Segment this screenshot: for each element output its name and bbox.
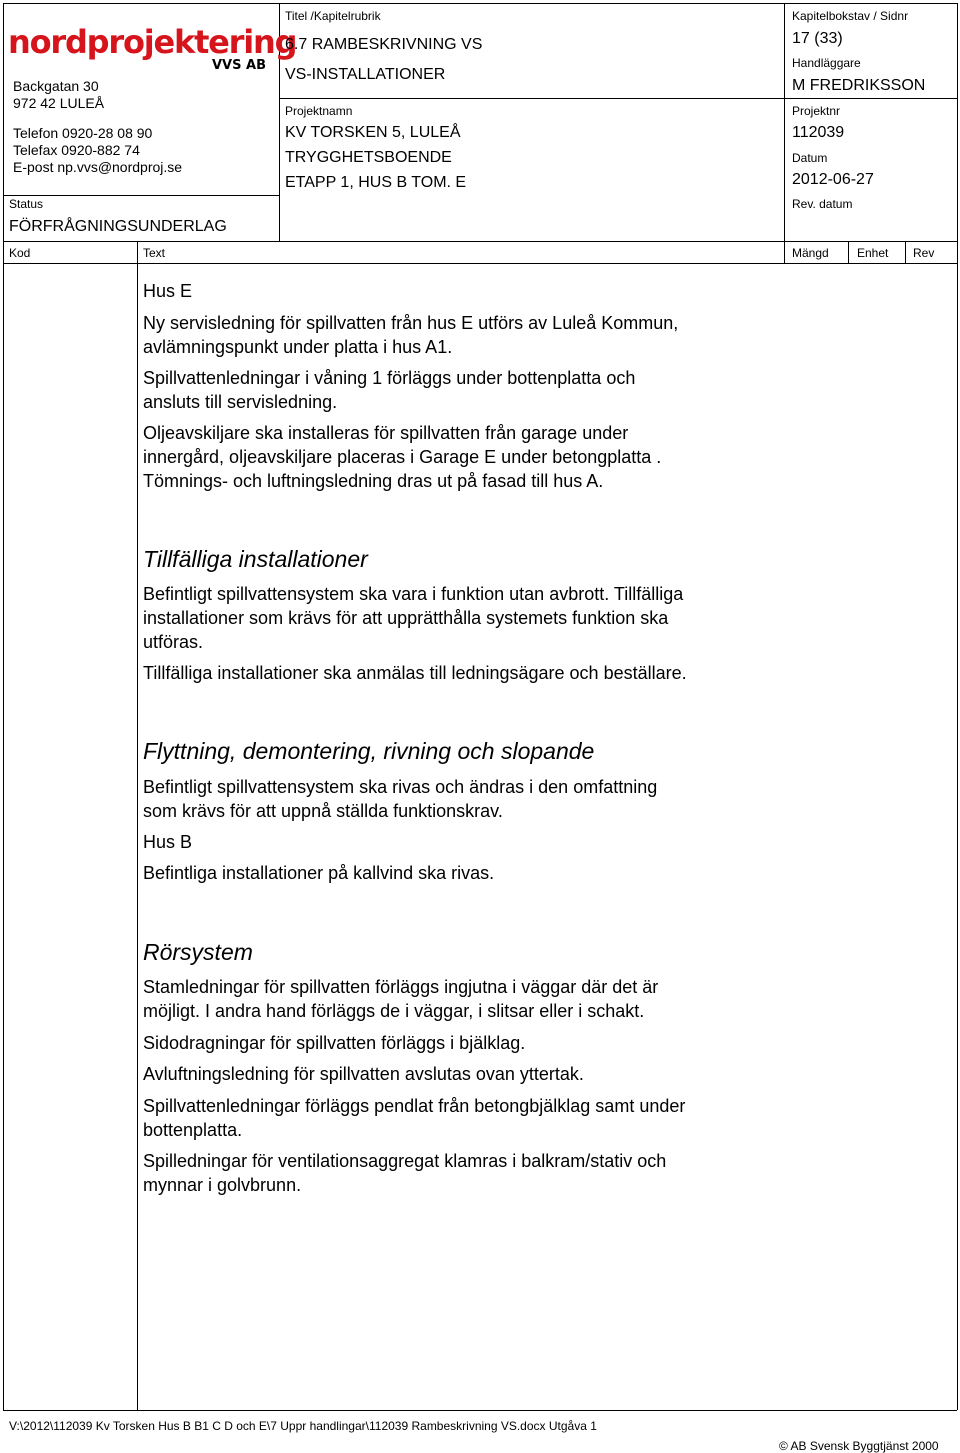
text-column-divider: [784, 241, 785, 263]
mangd-column-divider: [848, 241, 849, 263]
paragraph-line: Tömnings- och luftningsledning dras ut på fasad till hus A.: [143, 471, 604, 491]
paragraph-line: Befintliga installationer på kallvind ska rivas.: [143, 863, 495, 883]
paragraph-line: mynnar i golvbrunn.: [143, 1175, 302, 1195]
column-mangd: Mängd: [792, 246, 829, 260]
paragraph-line: ansluts till servisledning.: [143, 392, 338, 412]
paragraph-line: Stamledningar för spillvatten förläggs ingjutna i väggar där det är: [143, 977, 659, 997]
project-name-line2: TRYGGHETSBOENDE: [285, 149, 452, 166]
header-divider-2: [784, 3, 785, 241]
frame-top: [3, 3, 957, 4]
column-enhet: Enhet: [857, 246, 889, 260]
section-heading-tillfalliga: Tillfälliga installationer: [143, 546, 368, 572]
title-line2: VS-INSTALLATIONER: [285, 66, 446, 83]
column-header-bottom: [3, 263, 957, 264]
title-line1: 6.7 RAMBESKRIVNING VS: [285, 36, 483, 53]
column-rev: Rev: [913, 246, 935, 260]
paragraph-line: Hus B: [143, 832, 193, 852]
paragraph-line: avlämningspunkt under platta i hus A1.: [143, 337, 453, 357]
address-line1: Backgatan 30: [13, 78, 99, 94]
column-text: Text: [143, 246, 166, 260]
paragraph-line: Spillvattenledningar förläggs pendlat från betongbjälklag samt under: [143, 1096, 686, 1116]
paragraph-line: installationer som krävs för att upprätthålla systemets funktion ska: [143, 608, 669, 628]
status-divider: [3, 195, 279, 196]
handler-label: Handläggare: [792, 56, 861, 70]
footer-file-path: V:\2012\112039 Kv Torsken Hus B B1 C D och E\7 Uppr handlingar\112039 Rambeskrivning VS.docx Utgåva 1: [9, 1419, 597, 1433]
paragraph-line: Sidodragningar för spillvatten förläggs i bjälklag.: [143, 1033, 526, 1053]
hus-e-title: Hus E: [143, 281, 193, 301]
company-logo-sub: VVS AB: [212, 58, 266, 73]
paragraph-line: innergård, oljeavskiljare placeras i Garage E under betongplatta .: [143, 447, 662, 467]
company-logo: nordprojektering: [8, 23, 297, 61]
handler-value: M FREDRIKSSON: [792, 77, 926, 94]
project-name-line3: ETAPP 1, HUS B TOM. E: [285, 174, 467, 191]
project-no-value: 112039: [792, 124, 845, 141]
date-value: 2012-06-27: [792, 171, 874, 188]
status-label: Status: [9, 197, 44, 211]
fax-number: Telefax 0920-882 74: [13, 142, 140, 158]
paragraph-line: Spillvattenledningar i våning 1 förläggs under bottenplatta och: [143, 368, 636, 388]
project-name-label: Projektnamn: [285, 104, 353, 118]
rev-date-label: Rev. datum: [792, 197, 853, 211]
project-no-label: Projektnr: [792, 104, 841, 118]
column-kod: Kod: [9, 246, 31, 260]
paragraph-line: Tillfälliga installationer ska anmälas till ledningsägare och beställare.: [143, 663, 687, 683]
kod-column-divider: [137, 241, 138, 1410]
header-row1-divider-mid: [279, 98, 784, 99]
title-label: Titel /Kapitelrubrik: [285, 9, 381, 23]
header-bottom: [3, 241, 957, 242]
date-label: Datum: [792, 151, 828, 165]
project-name-line1: KV TORSKEN 5, LULEÅ: [285, 124, 461, 141]
paragraph-line: Spilledningar för ventilationsaggregat klamras i balkram/stativ och: [143, 1151, 667, 1171]
paragraph-line: Avluftningsledning för spillvatten avslutas ovan yttertak.: [143, 1064, 584, 1084]
paragraph-line: Befintligt spillvattensystem ska rivas och ändras i den omfattning: [143, 777, 658, 797]
paragraph-line: bottenplatta.: [143, 1120, 243, 1140]
paragraph-line: Oljeavskiljare ska installeras för spillvatten från garage under: [143, 423, 629, 443]
page-value: 17 (33): [792, 30, 843, 47]
frame-left: [3, 3, 4, 1410]
paragraph-line: Befintligt spillvattensystem ska vara i funktion utan avbrott. Tillfälliga: [143, 584, 684, 604]
section-heading-flyttning: Flyttning, demontering, rivning och slopande: [143, 738, 595, 764]
status-value: FÖRFRÅGNINGSUNDERLAG: [9, 218, 227, 235]
paragraph-line: som krävs för att uppnå ställda funktionskrav.: [143, 801, 503, 821]
paragraph-line: Ny servisledning för spillvatten från hus E utförs av Luleå Kommun,: [143, 313, 679, 333]
email-address: E-post np.vvs@nordproj.se: [13, 159, 183, 175]
enhet-column-divider: [905, 241, 906, 263]
section-heading-rorsystem: Rörsystem: [143, 939, 253, 965]
header-row1-divider-right: [784, 98, 957, 99]
page-label: Kapitelbokstav / Sidnr: [792, 9, 909, 23]
frame-right: [957, 3, 958, 1410]
footer-top: [3, 1410, 957, 1411]
address-line2: 972 42 LULEÅ: [13, 95, 105, 111]
footer-copyright: © AB Svensk Byggtjänst 2000: [779, 1439, 939, 1453]
paragraph-line: utföras.: [143, 632, 204, 652]
phone-number: Telefon 0920-28 08 90: [13, 125, 153, 141]
paragraph-line: möjligt. I andra hand förläggs de i väggar, i slitsar eller i schakt.: [143, 1001, 645, 1021]
